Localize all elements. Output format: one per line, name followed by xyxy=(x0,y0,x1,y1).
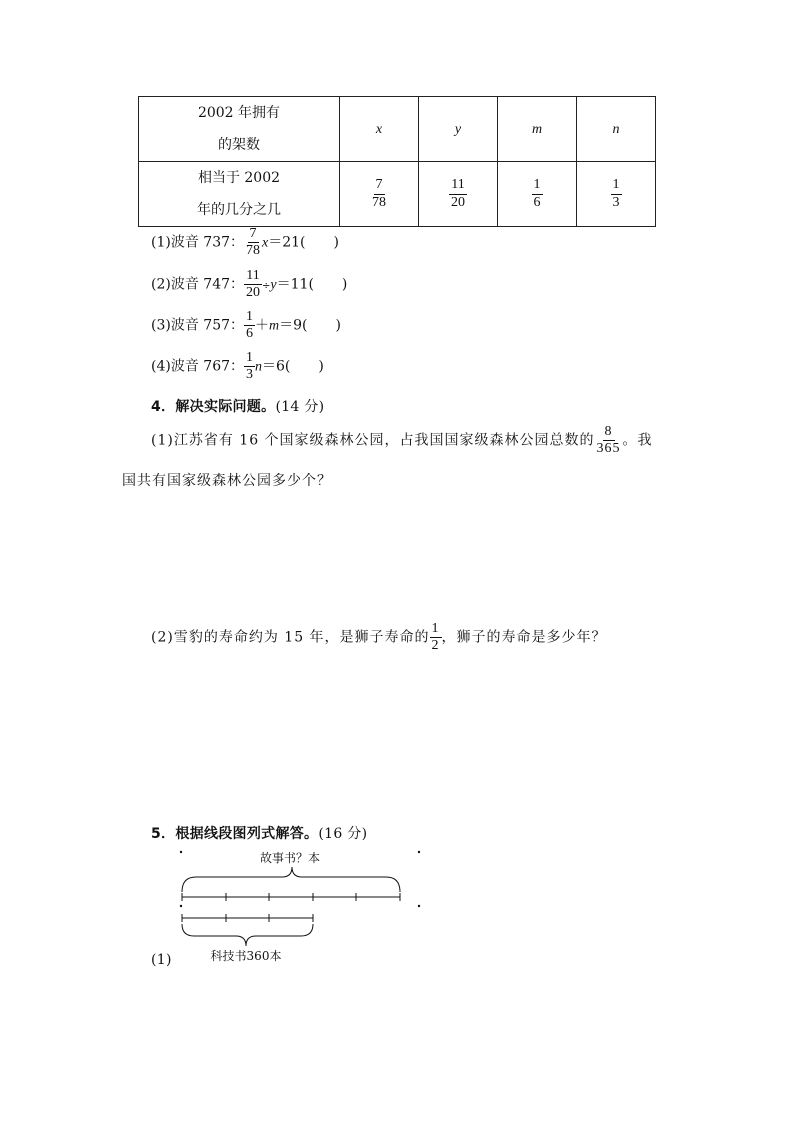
equation-label: (2)波音 747： xyxy=(151,276,245,293)
fraction-denominator: 20 xyxy=(246,285,261,301)
science-label: 科技书360本 xyxy=(210,949,282,963)
fraction-numerator: 1 xyxy=(430,621,442,638)
fraction-denominator: 365 xyxy=(596,441,621,457)
fraction-denominator: 78 xyxy=(246,243,261,259)
table-cell xyxy=(577,162,656,227)
question-text: (1)江苏省有 16 个国家级森林公园，占我国国家级森林公园总数的 xyxy=(151,432,595,449)
equation-2 xyxy=(151,268,347,301)
fraction-numerator: 7 xyxy=(248,226,259,243)
equation-1 xyxy=(151,226,339,259)
section-title: 5．根据线段图列式解答。 xyxy=(151,826,319,842)
row-header-fraction xyxy=(139,162,340,227)
fraction-denominator: 3 xyxy=(612,194,620,210)
equation-rest: ＝6( ) xyxy=(262,358,324,375)
fraction-denominator: 78 xyxy=(372,194,386,210)
fraction xyxy=(595,424,623,457)
cell-var: y xyxy=(454,121,462,137)
section4-question-1-line2 xyxy=(122,470,332,490)
fraction-denominator: 2 xyxy=(431,638,440,654)
fraction xyxy=(532,177,543,210)
question-text: 国共有国家级森林公园多少个？ xyxy=(122,473,332,489)
fraction-denominator: 3 xyxy=(246,367,254,383)
fraction-numerator: 1 xyxy=(244,350,255,367)
cell-var: m xyxy=(531,121,543,137)
fraction xyxy=(449,177,467,210)
equation-var: m xyxy=(269,318,280,334)
fraction-denominator: 20 xyxy=(451,194,465,210)
fraction-numerator: 11 xyxy=(449,177,466,194)
table-cell xyxy=(419,162,498,227)
section4-heading xyxy=(151,396,324,416)
aircraft-table xyxy=(138,96,656,227)
question-text-tail: 。我 xyxy=(622,432,653,449)
equation-label: (4)波音 767： xyxy=(151,358,245,375)
fraction xyxy=(244,268,262,301)
equation-rest: ＝21( ) xyxy=(268,234,339,251)
equation-rest: ＝11( ) xyxy=(276,276,348,293)
table-row xyxy=(139,97,656,162)
row-header-line: 的架数 xyxy=(218,137,260,153)
question-text-tail: ，狮子的寿命是多少年？ xyxy=(441,629,607,646)
row-header-line: 年的几分之几 xyxy=(197,202,281,218)
equation-var: y xyxy=(270,277,277,293)
fraction-numerator: 1 xyxy=(611,177,622,194)
equation-operator: ＋ xyxy=(255,317,270,334)
row-header-count xyxy=(139,97,340,162)
section-score: (16 分) xyxy=(318,826,368,842)
section5-item-1 xyxy=(151,952,172,968)
dot-mark xyxy=(180,851,182,853)
fraction-numerator: 11 xyxy=(244,268,261,285)
question-text: (2)雪豹的寿命约为 15 年，是狮子寿命的 xyxy=(151,629,430,646)
equation-operator: ÷ xyxy=(262,280,271,292)
table-cell xyxy=(340,97,419,162)
fraction xyxy=(430,621,442,654)
fraction xyxy=(370,177,388,210)
science-brace xyxy=(182,924,313,946)
section4-question-1 xyxy=(151,424,653,457)
fraction-numerator: 7 xyxy=(374,177,385,194)
dot-mark xyxy=(418,905,420,907)
fraction-denominator: 6 xyxy=(246,326,254,342)
fraction xyxy=(611,177,622,210)
section-title: 4．解决实际问题。 xyxy=(151,399,276,415)
table-cell xyxy=(498,162,577,227)
fraction-denominator: 6 xyxy=(533,194,541,210)
fraction-numerator: 8 xyxy=(603,424,615,441)
fraction xyxy=(244,350,255,383)
storybook-brace xyxy=(182,867,400,892)
fraction xyxy=(244,226,262,259)
cell-var: x xyxy=(375,121,383,137)
equation-var: n xyxy=(255,359,263,375)
fraction-numerator: 1 xyxy=(244,309,255,326)
table-row xyxy=(139,162,656,227)
table-cell xyxy=(577,97,656,162)
dot-mark xyxy=(418,851,420,853)
row-header-line: 相当于 2002 xyxy=(197,170,281,186)
equation-4 xyxy=(151,350,324,383)
equation-label: (3)波音 757： xyxy=(151,317,245,334)
equation-label: (1)波音 737： xyxy=(151,234,245,251)
table-cell xyxy=(419,97,498,162)
row-header-line: 2002 年拥有 xyxy=(197,105,281,121)
segment-diagram xyxy=(170,840,430,970)
section-score: (14 分) xyxy=(275,399,325,415)
table-cell xyxy=(340,162,419,227)
item-label: (1) xyxy=(151,952,172,968)
fraction xyxy=(244,309,255,342)
cell-var: n xyxy=(612,121,620,137)
equation-3 xyxy=(151,309,341,342)
equation-var: x xyxy=(262,235,269,251)
dot-mark xyxy=(180,905,182,907)
equation-rest: ＝9( ) xyxy=(279,317,341,334)
section4-question-2 xyxy=(151,621,607,654)
table-cell xyxy=(498,97,577,162)
storybook-label: 故事书？本 xyxy=(259,851,321,865)
fraction-numerator: 1 xyxy=(532,177,543,194)
